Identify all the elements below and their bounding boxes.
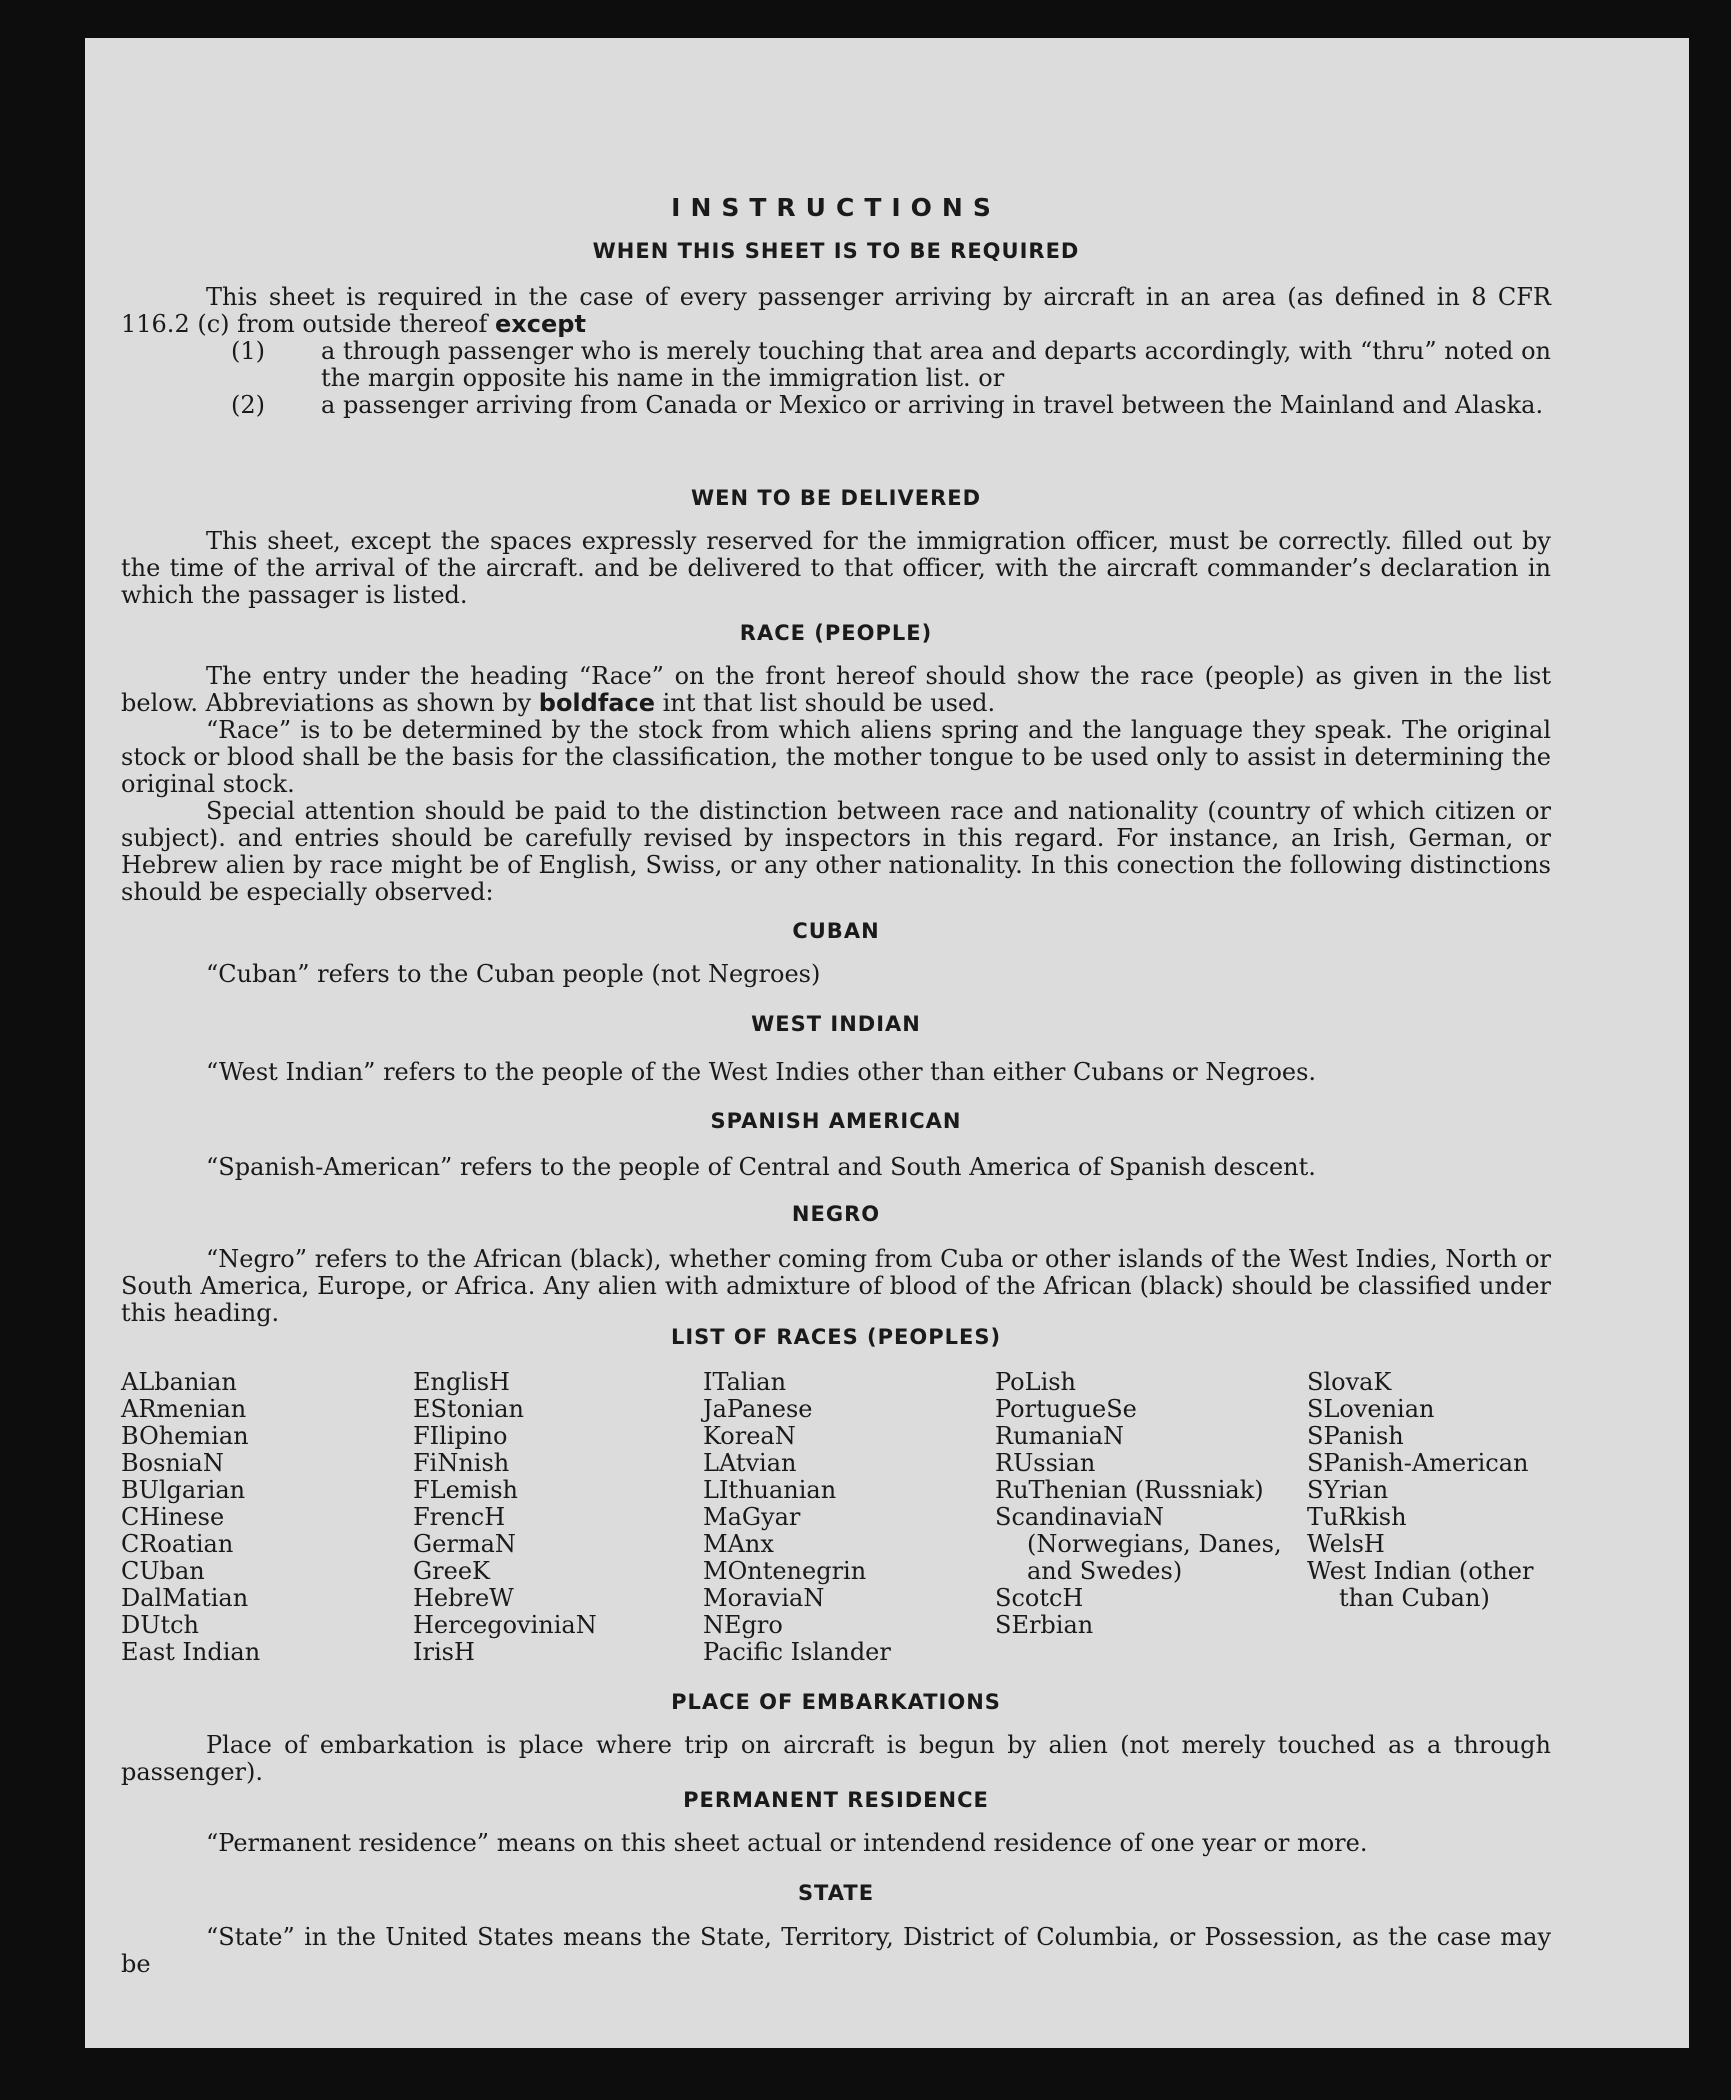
race-list-column-2: [413, 1369, 703, 1666]
race-paragraph-1: The entry under the heading “Race” on the front hereof should show the race (people) as given in the list below. Abbreviations as shown by boldface int that list should be used.: [121, 662, 1551, 717]
heading-list-of-races: LIST OF RACES (PEOPLES): [670, 1325, 1002, 1349]
heading-when-delivered: WEN TO BE DELIVERED: [690, 486, 982, 510]
when-delivered-text: This sheet, except the spaces expressly reserved for the immigration officer, must be correctly. filled out by the time of the arrival of the aircraft. and be delivered to that officer, with the aircraft commander’s declaration in which the passager is listed.: [121, 527, 1551, 609]
except-bold: except: [495, 310, 586, 338]
race-list-item: FiNnish: [413, 1449, 510, 1477]
race-list-item: GreeK: [413, 1557, 490, 1585]
race-list-item: PoLish: [995, 1368, 1077, 1396]
race-list-item: FrencH: [413, 1503, 506, 1531]
race-list-column-5: [1307, 1369, 1551, 1666]
race-list-item: HebreW: [413, 1584, 514, 1612]
negro-text: “Negro” refers to the African (black), whether coming from Cuba or other islands of the West Indies, North or South America, Europe, or Africa. Any alien with admixture of blood of the African (black) should be classified under this heading.: [121, 1245, 1551, 1327]
race-list-item: SPanish: [1307, 1422, 1404, 1450]
race-list-item: Pacific Islander: [703, 1638, 891, 1666]
when-required-intro: This sheet is required in the case of every passenger arriving by aircraft in an area (as defined in 8 CFR 116.2 (c) from outside thereof except: [121, 283, 1551, 338]
race-list-item: SErbian: [995, 1611, 1094, 1639]
race-paragraph-3: Special attention should be paid to the distinction between race and nationality (country of which citizen or subject). and entries should be carefully revised by inspectors in this regard. For instance, an Irish, German, or Hebrew alien by race might be of English, Swiss, or any other nationality. In this conection the following distinctions should be especially observed:: [121, 797, 1551, 906]
race-list-item: TuRkish: [1307, 1503, 1407, 1531]
race-list-item: EStonian: [413, 1395, 524, 1423]
race-list-item: SlovaK: [1307, 1368, 1392, 1396]
section-when-required: [121, 284, 1551, 419]
heading-spanish-american: SPANISH AMERICAN: [710, 1109, 962, 1133]
race-list-item: ARmenian: [121, 1395, 247, 1423]
race-list-item: ScandinaviaN (Norwegians, Danes, and Swedes): [995, 1503, 1282, 1585]
race-list-item: MoraviaN: [703, 1584, 825, 1612]
heading-when-required: WHEN THIS SHEET IS TO BE REQUIRED: [592, 239, 1080, 263]
race-list-item: RuThenian (Russniak): [995, 1476, 1264, 1504]
race-list-item: EnglisH: [413, 1368, 510, 1396]
state-text: “State” in the United States means the State, Territory, District of Columbia, or Possession, as the case may be: [121, 1923, 1551, 1978]
race-list-item: ALbanian: [121, 1368, 237, 1396]
race-list-item: SYrian: [1307, 1476, 1389, 1504]
race-list-item: SLovenian: [1307, 1395, 1435, 1423]
section-race: [121, 663, 1551, 906]
race-list-item: IrisH: [413, 1638, 475, 1666]
race-list-column-1: [121, 1369, 413, 1666]
document-sheet: [85, 38, 1689, 2048]
heading-negro: NEGRO: [791, 1202, 881, 1226]
race-list-item: FIlipino: [413, 1422, 508, 1450]
race-list-table: [121, 1369, 1551, 1666]
race-list-item: ScotcH: [995, 1584, 1084, 1612]
race-list-item: BosniaN: [121, 1449, 224, 1477]
race-paragraph-2: “Race” is to be determined by the stock from which aliens spring and the language they speak. The original stock or blood shall be the basis for the classification, the mother tongue to be used only to assist in determining the original stock.: [121, 716, 1551, 798]
race-list-item: MOntenegrin: [703, 1557, 867, 1585]
race-list-item: LIthuanian: [703, 1476, 837, 1504]
race-list-item: CUban: [121, 1557, 205, 1585]
race-list-item: DalMatian: [121, 1584, 249, 1612]
race-list-item: PortugueSe: [995, 1395, 1137, 1423]
race-list-item: SPanish-American: [1307, 1449, 1529, 1477]
document-title: INSTRUCTIONS: [671, 193, 1001, 222]
race-list-item: GermaN: [413, 1530, 516, 1558]
residence-text: “Permanent residence” means on this sheet actual or intendend residence of one year or more.: [206, 1829, 1368, 1857]
heading-west-indian: WEST INDIAN: [751, 1012, 921, 1036]
race-list-column-4: [995, 1369, 1307, 1666]
cuban-text: “Cuban” refers to the Cuban people (not Negroes): [206, 960, 821, 988]
heading-embarkation: PLACE OF EMBARKATIONS: [671, 1690, 1001, 1714]
race-list-column-3: [703, 1369, 995, 1666]
race-list-item: West Indian (other than Cuban): [1307, 1557, 1534, 1612]
when-required-item-1: (1) a through passenger who is merely touching that area and departs accordingly, with “thru” noted on the margin opposite his name in the immigration list. or: [231, 337, 1551, 392]
race-list-item: East Indian: [121, 1638, 261, 1666]
race-list-item: NEgro: [703, 1611, 783, 1639]
race-list-item: RUssian: [995, 1449, 1096, 1477]
spanish-american-text: “Spanish-American” refers to the people of Central and South America of Spanish descent.: [206, 1153, 1316, 1181]
heading-permanent-residence: PERMANENT RESIDENCE: [683, 1788, 989, 1812]
race-list-item: KoreaN: [703, 1422, 796, 1450]
heading-state: STATE: [797, 1881, 875, 1905]
embarkation-text: Place of embarkation is place where trip on aircraft is begun by alien (not merely touched as a through passenger).: [121, 1731, 1551, 1786]
when-required-item-2: (2) a passenger arriving from Canada or Mexico or arriving in travel between the Mainland and Alaska.: [231, 391, 1544, 419]
race-list-item: LAtvian: [703, 1449, 797, 1477]
heading-cuban: CUBAN: [792, 919, 880, 943]
race-list-item: CRoatian: [121, 1530, 234, 1558]
race-list-item: BUlgarian: [121, 1476, 246, 1504]
race-list-item: HercegoviniaN: [413, 1611, 597, 1639]
race-list-item: BOhemian: [121, 1422, 249, 1450]
race-list-item: FLemish: [413, 1476, 518, 1504]
race-list-item: CHinese: [121, 1503, 225, 1531]
race-list-item: JaPanese: [703, 1395, 813, 1423]
boldface-word: boldface: [538, 689, 655, 717]
heading-race: RACE (PEOPLE): [739, 621, 933, 645]
west-indian-text: “West Indian” refers to the people of the West Indies other than either Cubans or Negroes.: [206, 1058, 1317, 1086]
race-list-item: MAnx: [703, 1530, 774, 1558]
race-list-item: RumaniaN: [995, 1422, 1125, 1450]
race-list-item: ITalian: [703, 1368, 787, 1396]
race-list-item: MaGyar: [703, 1503, 801, 1531]
race-list-item: DUtch: [121, 1611, 200, 1639]
race-list-item: WelsH: [1307, 1530, 1385, 1558]
